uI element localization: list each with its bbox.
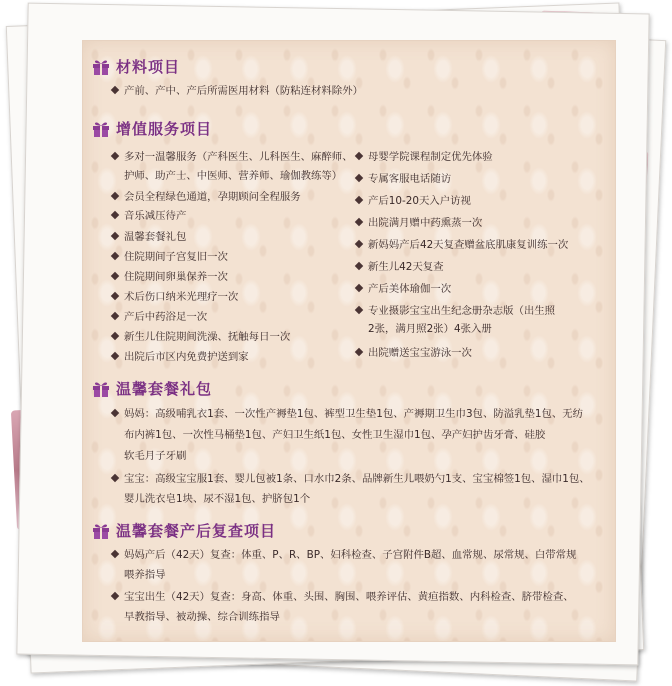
list-item: 住院期间卵巢保养一次 <box>112 270 228 284</box>
diamond-bullet-icon <box>111 352 119 360</box>
diamond-bullet-icon <box>111 332 119 340</box>
diamond-bullet-icon <box>111 252 119 260</box>
list-item: 产后中药浴足一次 <box>112 310 207 324</box>
list-item: 会员全程绿色通道，孕期顾问全程服务 <box>112 190 301 204</box>
list-item: 产前、产中、产后所需医用材料（防粘连材料除外） <box>112 84 363 98</box>
list-item-continuation: 布内裤1包、一次性马桶垫1包、产妇卫生纸1包、女性卫生湿巾1包、孕产妇护齿牙膏、硅胶 <box>124 429 546 441</box>
list-item: 出院赠送宝宝游泳一次 <box>356 346 472 360</box>
diamond-bullet-icon <box>355 218 363 226</box>
postpartum-heading <box>92 520 276 541</box>
diamond-bullet-icon <box>111 211 119 219</box>
list-item: 多对一温馨服务（产科医生、儿科医生、麻醉师、 <box>112 150 353 164</box>
diamond-bullet-icon <box>111 86 119 94</box>
diamond-bullet-icon <box>111 232 119 240</box>
diamond-bullet-icon <box>111 152 119 160</box>
gift-icon <box>92 380 110 397</box>
list-item: 母婴学院课程制定优先体验 <box>356 150 493 164</box>
diamond-bullet-icon <box>111 292 119 300</box>
gift-icon <box>92 522 110 539</box>
list-item-continuation: 婴儿洗衣皂1块、尿不湿1包、护脐包1个 <box>124 493 311 505</box>
diamond-bullet-icon <box>355 196 363 204</box>
list-item-continuation: 护师、助产士、中医师、营养师、瑜伽教练等） <box>124 170 343 182</box>
list-item: 妈妈：高级哺乳衣1套、一次性产褥垫1包、裤型卫生垫1包、产褥期卫生巾3包、防溢乳垫1包、无纺 <box>112 407 583 421</box>
diamond-bullet-icon <box>111 550 119 558</box>
list-item: 音乐减压待产 <box>112 209 186 223</box>
diamond-bullet-icon <box>355 348 363 356</box>
list-item: 妈妈产后（42天）复查：体重、P、R、BP、妇科检查、子宫附件B超、血常规、尿常规、白带常规 <box>112 548 576 562</box>
diamond-bullet-icon <box>355 240 363 248</box>
diamond-bullet-icon <box>355 152 363 160</box>
list-item-continuation: 早教指导、被动操、综合训练指导 <box>124 611 280 623</box>
gift-icon <box>92 120 110 137</box>
section-title-gift-pack: 温馨套餐礼包 <box>116 380 213 398</box>
section-title-postpartum: 温馨套餐产后复查项目 <box>116 522 277 540</box>
diamond-bullet-icon <box>111 272 119 280</box>
list-item-continuation: 喂养指导 <box>124 569 166 581</box>
section-title-value-added: 增值服务项目 <box>116 120 213 138</box>
diamond-bullet-icon <box>111 409 119 417</box>
section-title-materials: 材料项目 <box>116 58 181 76</box>
diamond-bullet-icon <box>355 306 363 314</box>
list-item: 产后美体瑜伽一次 <box>356 282 451 296</box>
list-item: 产后10-20天入户访视 <box>356 194 471 208</box>
diamond-bullet-icon <box>111 592 119 600</box>
diamond-bullet-icon <box>111 474 119 482</box>
diamond-bullet-icon <box>355 262 363 270</box>
list-item: 出院满月赠中药熏蒸一次 <box>356 216 482 230</box>
list-item: 住院期间子宫复旧一次 <box>112 250 228 264</box>
list-item: 温馨套餐礼包 <box>112 230 186 244</box>
list-item: 新生儿42天复查 <box>356 260 444 274</box>
list-item: 专属客服电话随访 <box>356 172 451 186</box>
value-added-heading <box>92 118 212 139</box>
list-item: 宝宝出生（42天）复查：身高、体重、头围、胸围、喂养评估、黄疸指数、内科检查、脐带检查、 <box>112 590 574 604</box>
gift-pack-heading <box>92 378 212 399</box>
diamond-bullet-icon <box>355 284 363 292</box>
materials-heading <box>92 56 180 77</box>
list-item: 术后伤口纳米光理疗一次 <box>112 290 238 304</box>
gift-icon <box>92 58 110 75</box>
list-item-continuation: 2张，满月照2张）4张入册 <box>368 323 492 335</box>
list-item: 宝宝：高级宝宝服1套、婴儿包被1条、口水巾2条、品牌新生儿喂奶勺1支、宝宝棉签1包、湿巾1包、 <box>112 472 590 486</box>
diamond-bullet-icon <box>111 312 119 320</box>
diamond-bullet-icon <box>355 174 363 182</box>
list-item: 新生儿住院期间洗澡、抚触每日一次 <box>112 330 290 344</box>
diamond-bullet-icon <box>111 192 119 200</box>
list-item-continuation: 软毛月子牙刷 <box>124 450 187 462</box>
list-item: 专业摄影宝宝出生纪念册杂志版（出生照 <box>356 304 555 318</box>
list-item: 出院后市区内免费护送到家 <box>112 350 249 364</box>
list-item: 新妈妈产后42天复查赠盆底肌康复训练一次 <box>356 238 568 252</box>
